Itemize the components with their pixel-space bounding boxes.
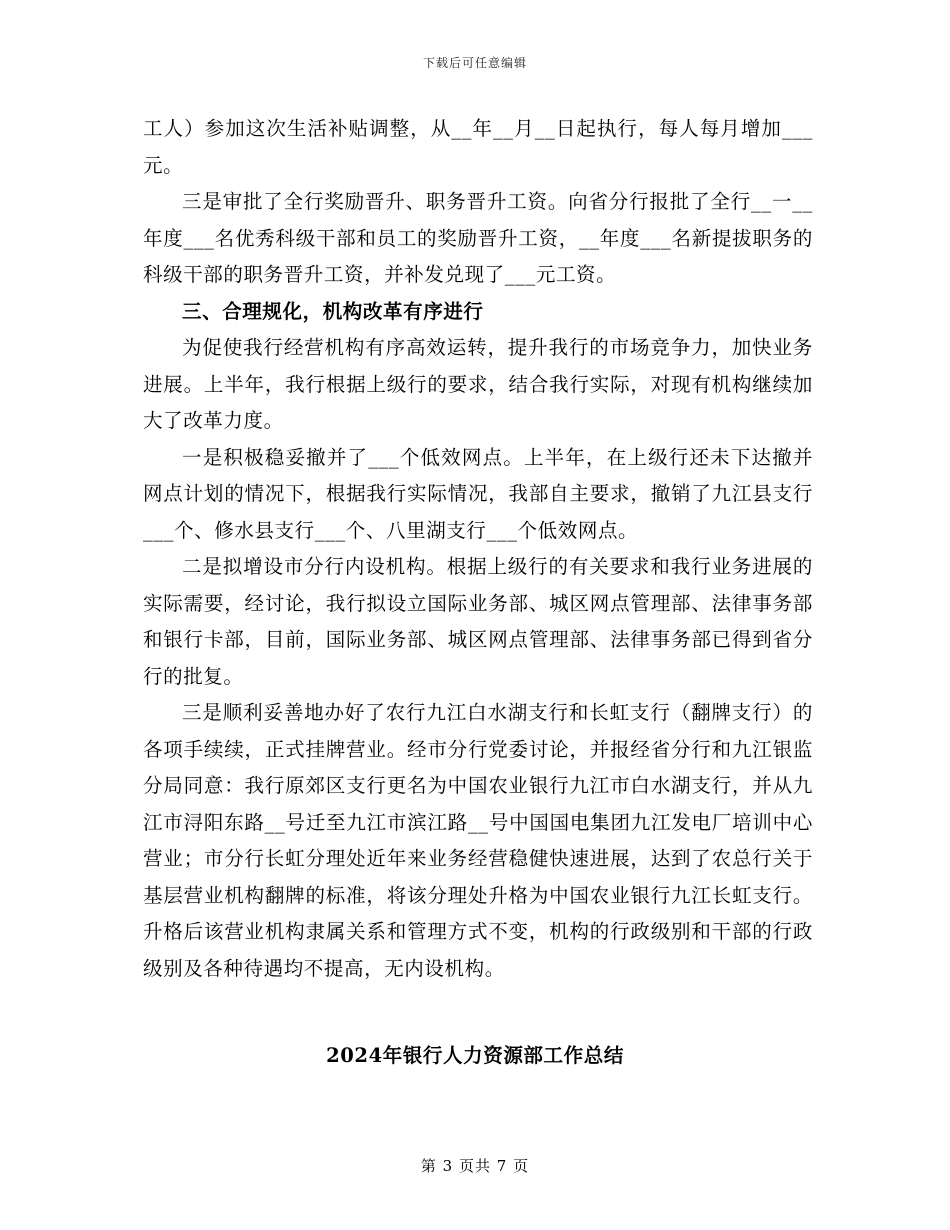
paragraph-reform-intro: 为促使我行经营机构有序高效运转，提升我行的市场竞争力，加快业务进展。上半年，我行根据上级行的要求，结合我行实际，对现有机构继续加大了改革力度。 — [143, 336, 813, 432]
page-header-note: 下载后可任意编辑 — [422, 56, 527, 70]
document-title: 2024年银行人力资源部工作总结 — [326, 1044, 624, 1067]
page-number: 第 3 页共 7 页 — [420, 1157, 530, 1175]
section-heading: 三、合理规化，机构改革有序进行 — [182, 299, 484, 323]
paragraph-new-departments: 二是拟增设市分行内设机构。根据上级行的有关要求和我行业务进展的实际需要，经讨论，我行拟设立国际业务部、城区网点管理部、法律事务部和银行卡部，目前，国际业务部、城区网点管理部、法律事务部已得到省分行的批复。 — [143, 555, 813, 688]
paragraph-branch-upgrade: 三是顺利妥善地办好了农行九江白水湖支行和长虹支行（翻牌支行）的各项手续续，正式挂牌营业。经市分行党委讨论，并报经省分行和九江银监分局同意：我行原郊区支行更名为中国农业银行九江市白水湖支行，并从九江市浔阳东路__号迁至九江市滨江路__号中国国电集团九江发电厂培训中心营业；市分行长虹分理处近年来业务经营稳健快速进展，达到了农总行关于基层营业机构翻牌的标准，将该分理处升格为中国农业银行九江长虹支行。升格后该营业机构隶属关系和管理方式不变，机构的行政级别和干部的行政级别及各种待遇均不提高，无内设机构。 — [143, 701, 813, 980]
document-body — [143, 111, 813, 987]
paragraph-living-allowance: 工人）参加这次生活补贴调整，从__年__月__日起执行，每人每月增加___元。 — [143, 117, 813, 177]
paragraph-salary-promotion: 三是审批了全行奖励晋升、职务晋升工资。向省分行报批了全行__一__年度___名优秀科级干部和员工的奖励晋升工资，__年度___名新提拔职务的科级干部的职务晋升工资，并补发兑现了___元工资。 — [143, 190, 813, 286]
paragraph-branch-merge: 一是积极稳妥撤并了___个低效网点。上半年，在上级行还未下达撤并网点计划的情况下，根据我行实际情况，我部自主要求，撤销了九江县支行___个、修水县支行___个、八里湖支行___个低效网点。 — [143, 445, 813, 542]
